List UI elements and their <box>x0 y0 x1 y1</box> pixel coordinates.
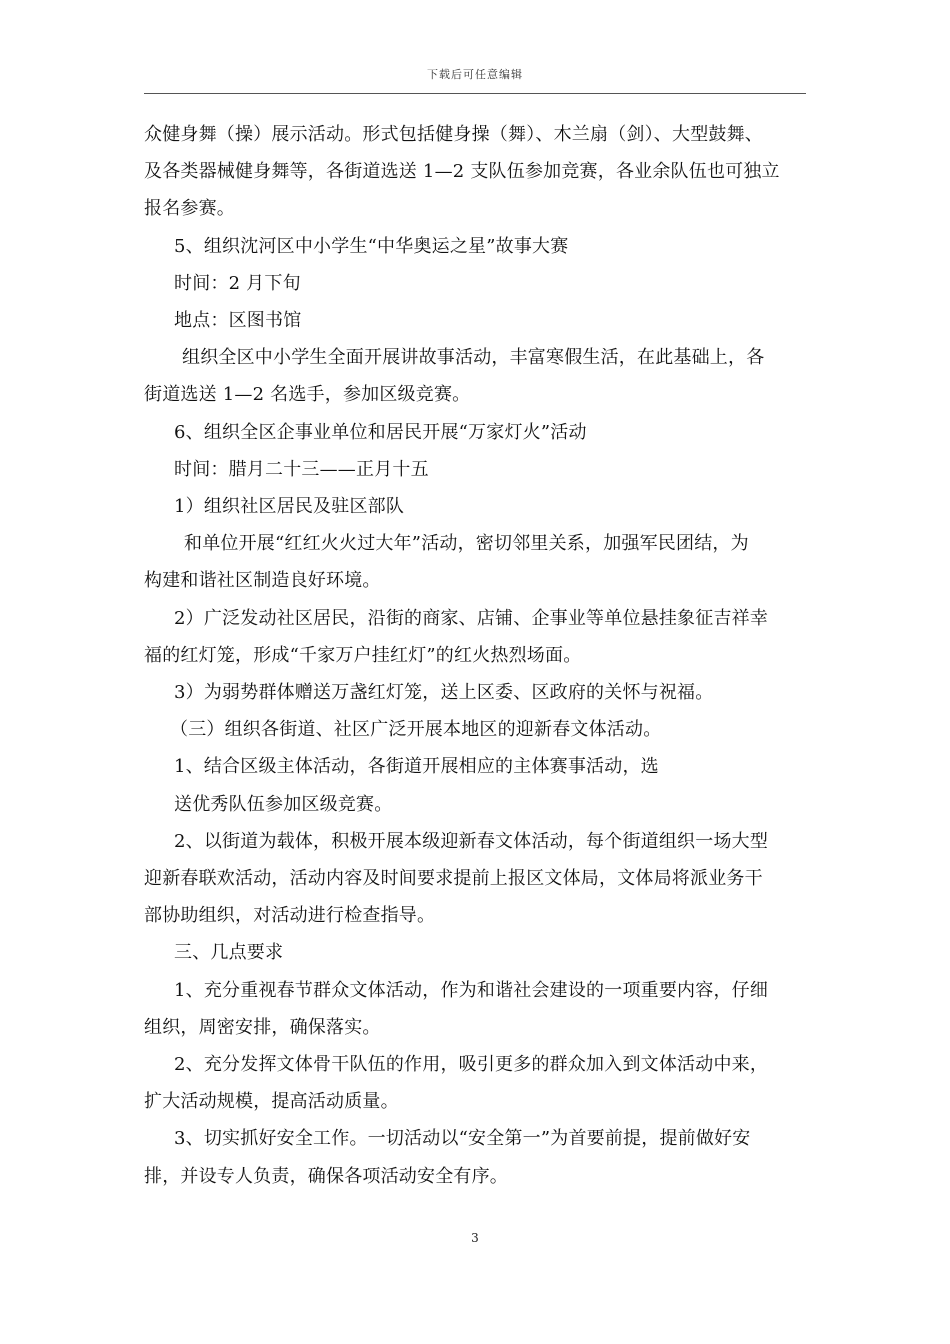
list-item: 2、充分发挥文体骨干队伍的作用，吸引更多的群众加入到文体活动中来， <box>174 1054 769 1076</box>
paragraph-line: 及各类器械健身舞等，各街道选送 1—2 支队伍参加竞赛，各业余队伍也可独立 <box>144 161 780 183</box>
list-item: 2）广泛发动社区居民，沿街的商家、店铺、企事业等单位悬挂象征吉祥幸 <box>174 607 769 629</box>
paragraph-line: 报名参赛。 <box>144 198 235 220</box>
paragraph-line: 时间：2 月下旬 <box>174 272 301 294</box>
list-item: 2、以街道为载体，积极开展本级迎新春文体活动，每个街道组织一场大型 <box>174 830 769 852</box>
paragraph-line: 迎新春联欢活动，活动内容及时间要求提前上报区文体局，文体局将派业务干 <box>144 868 763 890</box>
paragraph-line: 地点：区图书馆 <box>174 310 302 332</box>
paragraph-line: 和单位开展“红红火火过大年”活动，密切邻里关系，加强军民团结，为 <box>184 533 749 555</box>
list-item: 3、切实抓好安全工作。一切活动以“安全第一”为首要前提，提前做好安 <box>174 1128 751 1150</box>
paragraph-line: 排，并设专人负责，确保各项活动安全有序。 <box>144 1165 508 1187</box>
page-number: 3 <box>471 1231 479 1245</box>
paragraph-line: 组织全区中小学生全面开展讲故事活动，丰富寒假生活，在此基础上，各 <box>182 347 765 369</box>
paragraph-line: 送优秀队伍参加区级竞赛。 <box>174 793 393 815</box>
list-item: 1、充分重视春节群众文体活动，作为和谐社会建设的一项重要内容，仔细 <box>174 979 769 1001</box>
list-item: 1、结合区级主体活动，各街道开展相应的主体赛事活动，选 <box>174 756 659 778</box>
paragraph-line: 组织，周密安排，确保落实。 <box>144 1016 381 1038</box>
paragraph-line: 众健身舞（操）展示活动。形式包括健身操（舞）、木兰扇（剑）、大型鼓舞、 <box>144 124 763 145</box>
section-heading: 5、组织沈河区中小学生“中华奥运之星”故事大赛 <box>174 235 569 257</box>
paragraph-line: 福的红灯笼，形成“千家万户挂红灯”的红火热烈场面。 <box>144 644 582 666</box>
paragraph-line: 构建和谐社区制造良好环境。 <box>144 570 381 592</box>
section-heading: （三）组织各街道、社区广泛开展本地区的迎新春文体活动。 <box>170 719 662 741</box>
page-header: 下载后可任意编辑 <box>427 68 523 81</box>
list-item: 1）组织社区居民及驻区部队 <box>174 496 405 518</box>
paragraph-line: 部协助组织，对活动进行检查指导。 <box>144 905 436 927</box>
document-body <box>144 116 812 1195</box>
header-divider <box>144 93 806 94</box>
paragraph-line: 街道选送 1—2 名选手，参加区级竞赛。 <box>144 384 471 406</box>
section-heading: 6、组织全区企事业单位和居民开展“万家灯火”活动 <box>174 421 587 443</box>
list-item: 3）为弱势群体赠送万盏红灯笼，送上区委、区政府的关怀与祝福。 <box>174 682 714 704</box>
paragraph-line: 时间：腊月二十三——正月十五 <box>174 458 429 480</box>
paragraph-line: 扩大活动规模，提高活动质量。 <box>144 1091 399 1113</box>
section-heading: 三、几点要求 <box>174 942 284 964</box>
